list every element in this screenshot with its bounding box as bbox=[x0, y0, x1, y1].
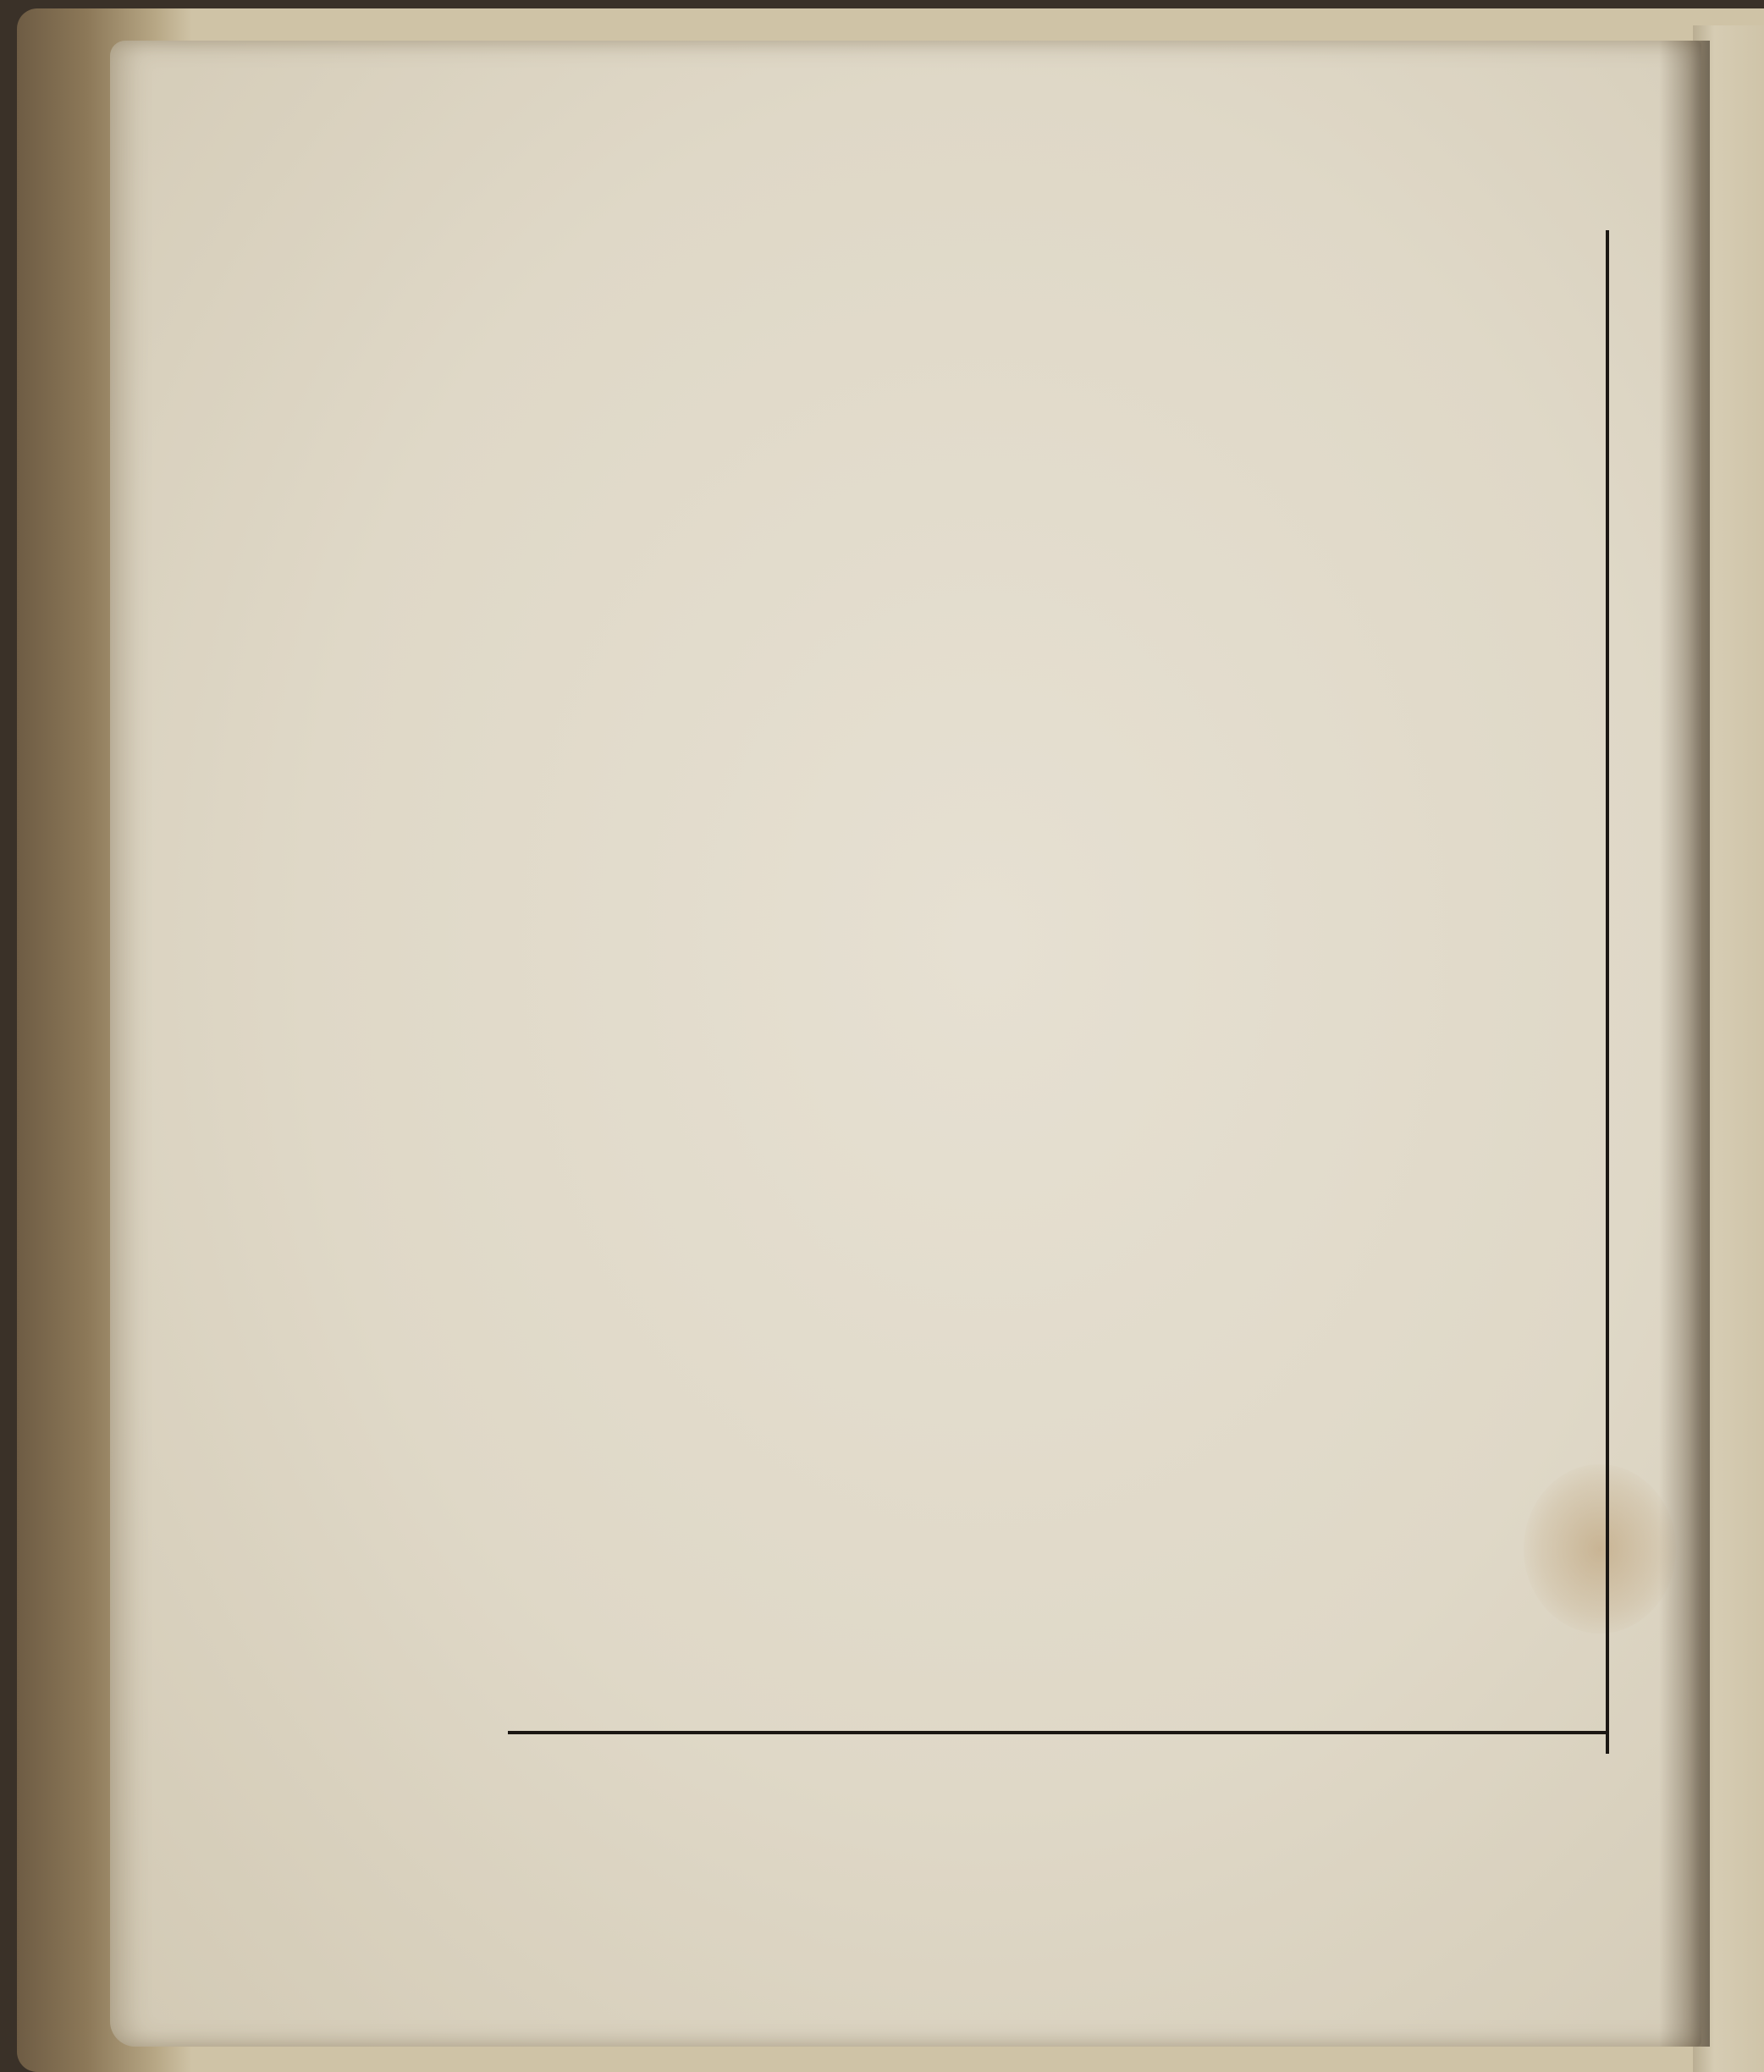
top-ornament-border bbox=[577, 178, 1593, 237]
right-frame-rule bbox=[1606, 230, 1609, 1754]
paper-stain bbox=[1524, 1464, 1676, 1634]
gutter-shadow bbox=[1659, 41, 1710, 2047]
bottom-frame-rule bbox=[508, 1731, 1608, 1734]
bottom-ornament-border bbox=[464, 1742, 1598, 1810]
left-ornament-border bbox=[447, 176, 516, 1784]
